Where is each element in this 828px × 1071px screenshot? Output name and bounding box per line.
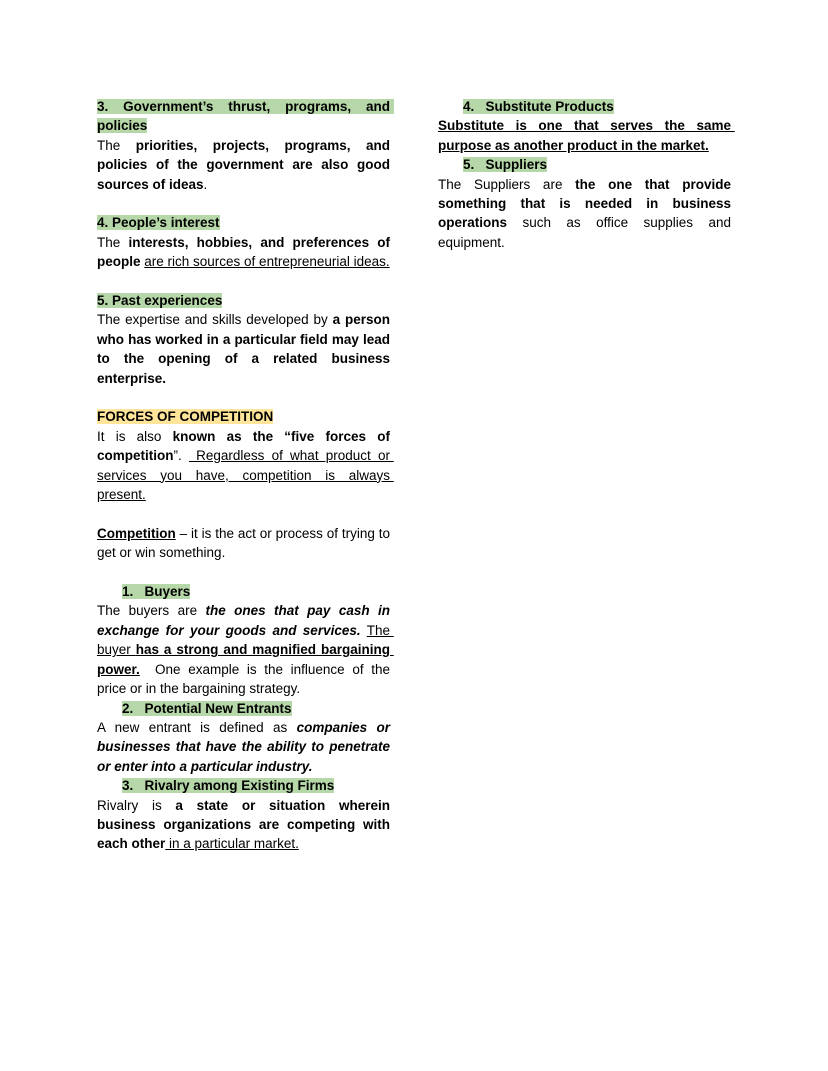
section-heading <box>97 97 394 136</box>
text-run: a state or situation wherein business organizations are competing with each other <box>97 797 394 852</box>
paragraph <box>97 233 394 272</box>
highlighted-text: 3. Rivalry among Existing Firms <box>122 778 335 794</box>
right-column <box>438 97 735 854</box>
highlighted-text: 4. People’s interest <box>97 215 220 231</box>
text-run: The expertise and skills developed by <box>97 312 333 328</box>
text-run: ”. <box>173 448 189 464</box>
section-heading <box>97 291 390 310</box>
text-run: a person who has worked in a particular field may lead to the opening of a related business enterprise. <box>97 312 394 386</box>
section-heading <box>438 155 731 174</box>
text-run: are rich sources of entrepreneurial ideas. <box>144 254 390 270</box>
text-run: priorities, projects, programs, and policies of the government are also good sources of ideas <box>97 137 394 192</box>
text-run: has a strong and magnified bargaining power. <box>97 642 394 677</box>
section-heading <box>97 213 390 232</box>
text-run: The Suppliers are <box>438 176 576 192</box>
text-run: interests, hobbies, and preferences of people <box>97 234 394 270</box>
text-run: Substitute is one that serves the same purpose as another product in the market. <box>438 118 735 153</box>
highlighted-text: 2. Potential New Entrants <box>122 700 292 716</box>
paragraph <box>438 175 735 253</box>
text-run: The buyers are <box>97 603 206 619</box>
left-column <box>97 97 394 854</box>
text-run: the one that provide something that is needed in business operations <box>438 176 735 231</box>
highlighted-text: 1. Buyers <box>122 584 191 600</box>
text-run: The buyer <box>97 622 394 658</box>
section-heading <box>438 97 731 116</box>
paragraph <box>97 524 394 563</box>
paragraph <box>97 601 394 698</box>
highlighted-text: 3. Government’s thrust, programs, and policies <box>97 99 394 134</box>
text-run: the ones that pay cash in exchange for your goods and services. <box>97 603 394 638</box>
text-run: . <box>203 176 208 192</box>
highlighted-text: 4. Substitute Products <box>463 99 614 114</box>
text-run: Rivalry is <box>97 797 176 813</box>
paragraph <box>438 116 735 155</box>
paragraph <box>97 310 394 388</box>
highlighted-text: FORCES OF COMPETITION <box>97 409 274 425</box>
document-content <box>97 97 735 854</box>
text-run: known as the “five forces of competition <box>97 428 394 464</box>
paragraph <box>97 718 394 776</box>
highlighted-text: 5. Past experiences <box>97 293 223 309</box>
text-run: such as office supplies and equipment. <box>438 215 735 250</box>
text-run: The <box>97 137 136 153</box>
paragraph <box>97 796 394 854</box>
paragraph <box>97 427 394 505</box>
highlighted-text: 5. Suppliers <box>463 157 548 173</box>
text-run: companies or businesses that have the ability to penetrate or enter into a particular industry. <box>97 719 394 774</box>
section-heading <box>97 582 390 601</box>
text-run: It is also <box>97 428 173 444</box>
section-heading <box>97 407 390 426</box>
text-run: in a particular market. <box>165 836 299 852</box>
paragraph <box>97 136 394 194</box>
section-heading <box>97 699 390 718</box>
text-run: The <box>97 234 129 250</box>
section-heading <box>97 776 390 795</box>
text-run: Regardless of what product or services you have, competition is always present. <box>97 448 394 503</box>
text-run: A new entrant is defined as <box>97 719 297 735</box>
text-run: Competition <box>97 525 176 541</box>
text-run: One example is the influence of the price or in the bargaining strategy. <box>97 661 394 697</box>
text-run: – it is the act or process of trying to get or win something. <box>97 525 394 561</box>
